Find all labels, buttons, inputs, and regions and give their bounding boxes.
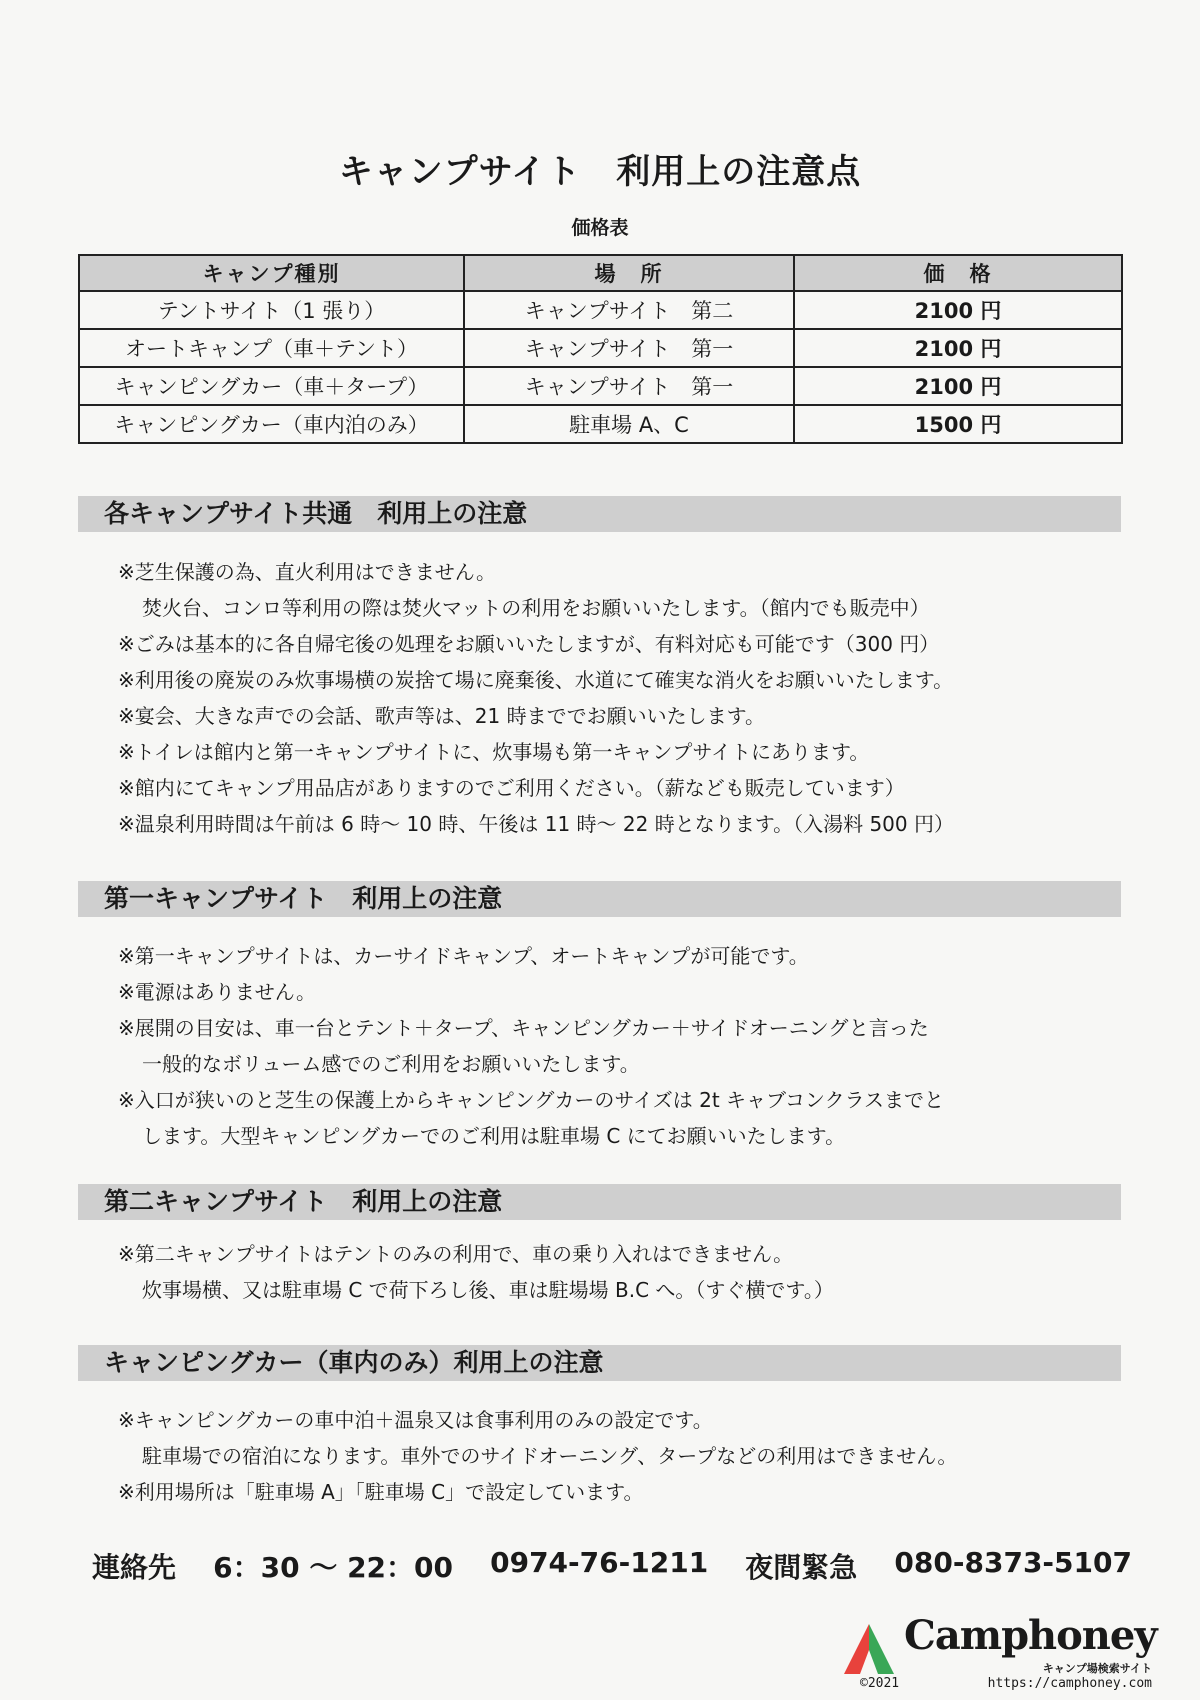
table-cell-type: オートキャンプ（車＋テント）	[79, 329, 464, 367]
note-line: ※ごみは基本的に各自帰宅後の処理をお願いいたしますが、有料対応も可能です（300 円）	[118, 632, 940, 656]
tent-logo-icon	[840, 1620, 898, 1678]
section-notes-site-one	[118, 938, 1118, 1154]
note-line: ※入口が狭いのと芝生の保護上からキャンピングカーのサイズは 2t キャブコンクラスまでと	[118, 1088, 945, 1112]
column-header-type: キャンプ種別	[79, 255, 464, 291]
contact-label: 連絡先	[92, 1551, 177, 1584]
brand-name: Camphoney	[904, 1612, 1157, 1659]
price-table-caption: 価格表	[571, 217, 629, 239]
note-line: 炊事場横、又は駐車場 C で荷下ろし後、車は駐場場 B.C へ。（すぐ横です。）	[142, 1278, 834, 1302]
note-line: ※トイレは館内と第一キャンプサイトに、炊事場も第一キャンプサイトにあります。	[118, 740, 870, 764]
price-table	[78, 254, 1123, 444]
table-cell-location: キャンプサイト 第二	[464, 291, 794, 329]
table-cell-location: キャンプサイト 第一	[464, 329, 794, 367]
note-line: 焚火台、コンロ等利用の際は焚火マットの利用をお願いいたします。（館内でも販売中）	[142, 596, 930, 620]
table-cell-price: 2100 円	[794, 367, 1122, 405]
table-cell-price: 1500 円	[794, 405, 1122, 443]
note-line: ※芝生保護の為、直火利用はできません。	[118, 560, 496, 584]
note-line: ※電源はありません。	[118, 980, 316, 1004]
table-cell-type: キャンピングカー（車＋タープ）	[79, 367, 464, 405]
section-heading-camping-car: キャンピングカー（車内のみ）利用上の注意	[78, 1345, 1121, 1381]
section-notes-common	[118, 554, 1118, 842]
brand-footer	[840, 1612, 1160, 1692]
table-cell-type: キャンピングカー（車内泊のみ）	[79, 405, 464, 443]
note-line: ※利用場所は「駐車場 A」「駐車場 C」で設定しています。	[118, 1480, 644, 1504]
column-header-location: 場 所	[464, 255, 794, 291]
night-emergency-label: 夜間緊急	[745, 1551, 858, 1584]
note-line: ※展開の目安は、車一台とテント＋タープ、キャンピングカー＋サイドオーニングと言った	[118, 1016, 929, 1040]
table-cell-price: 2100 円	[794, 291, 1122, 329]
brand-url[interactable]: https://camphoney.com	[987, 1676, 1152, 1691]
note-line: 一般的なボリューム感でのご利用をお願いいたします。	[142, 1052, 640, 1076]
copyright: ©2021	[860, 1676, 900, 1691]
table-cell-location: キャンプサイト 第一	[464, 367, 794, 405]
contact-phone: 0974-76-1211	[490, 1546, 709, 1579]
note-line: 駐車場での宿泊になります。車外でのサイドオーニング、タープなどの利用はできません。	[142, 1444, 958, 1468]
table-header-row	[79, 255, 1122, 291]
note-line: ※温泉利用時間は午前は 6 時～ 10 時、午後は 11 時～ 22 時となります。（入湯料 500 円）	[118, 812, 954, 836]
column-header-price: 価 格	[794, 255, 1122, 291]
table-row	[79, 405, 1122, 443]
table-cell-location: 駐車場 A、C	[464, 405, 794, 443]
table-row	[79, 291, 1122, 329]
page-title: キャンプサイト 利用上の注意点	[338, 152, 862, 192]
section-notes-camping-car	[118, 1402, 1118, 1510]
table-cell-price: 2100 円	[794, 329, 1122, 367]
note-line: ※利用後の廃炭のみ炊事場横の炭捨て場に廃棄後、水道にて確実な消火をお願いいたします。	[118, 668, 954, 692]
table-row	[79, 329, 1122, 367]
brand-tagline: キャンプ場検索サイト	[1042, 1662, 1152, 1675]
note-line: ※第一キャンプサイトは、カーサイドキャンプ、オートキャンプが可能です。	[118, 944, 809, 968]
table-row	[79, 367, 1122, 405]
contact-line	[92, 1546, 1132, 1586]
note-line: ※第二キャンプサイトはテントのみの利用で、車の乗り入れはできません。	[118, 1242, 794, 1266]
note-line: ※キャンピングカーの車中泊＋温泉又は食事利用のみの設定です。	[118, 1408, 713, 1432]
note-line: ※宴会、大きな声での会話、歌声等は、21 時まででお願いいたします。	[118, 704, 765, 728]
contact-hours: 6：30 ～ 22：00	[213, 1551, 453, 1584]
section-notes-site-two	[118, 1236, 1118, 1308]
note-line: します。大型キャンピングカーでのご利用は駐車場 C にてお願いいたします。	[142, 1124, 846, 1148]
section-heading-site-one: 第一キャンプサイト 利用上の注意	[78, 881, 1121, 917]
table-cell-type: テントサイト（1 張り）	[79, 291, 464, 329]
section-heading-site-two: 第二キャンプサイト 利用上の注意	[78, 1184, 1121, 1220]
night-emergency-phone: 080-8373-5107	[894, 1546, 1132, 1579]
section-heading-common: 各キャンプサイト共通 利用上の注意	[78, 496, 1121, 532]
note-line: ※館内にてキャンプ用品店がありますのでご利用ください。（薪なども販売しています）	[118, 776, 905, 800]
